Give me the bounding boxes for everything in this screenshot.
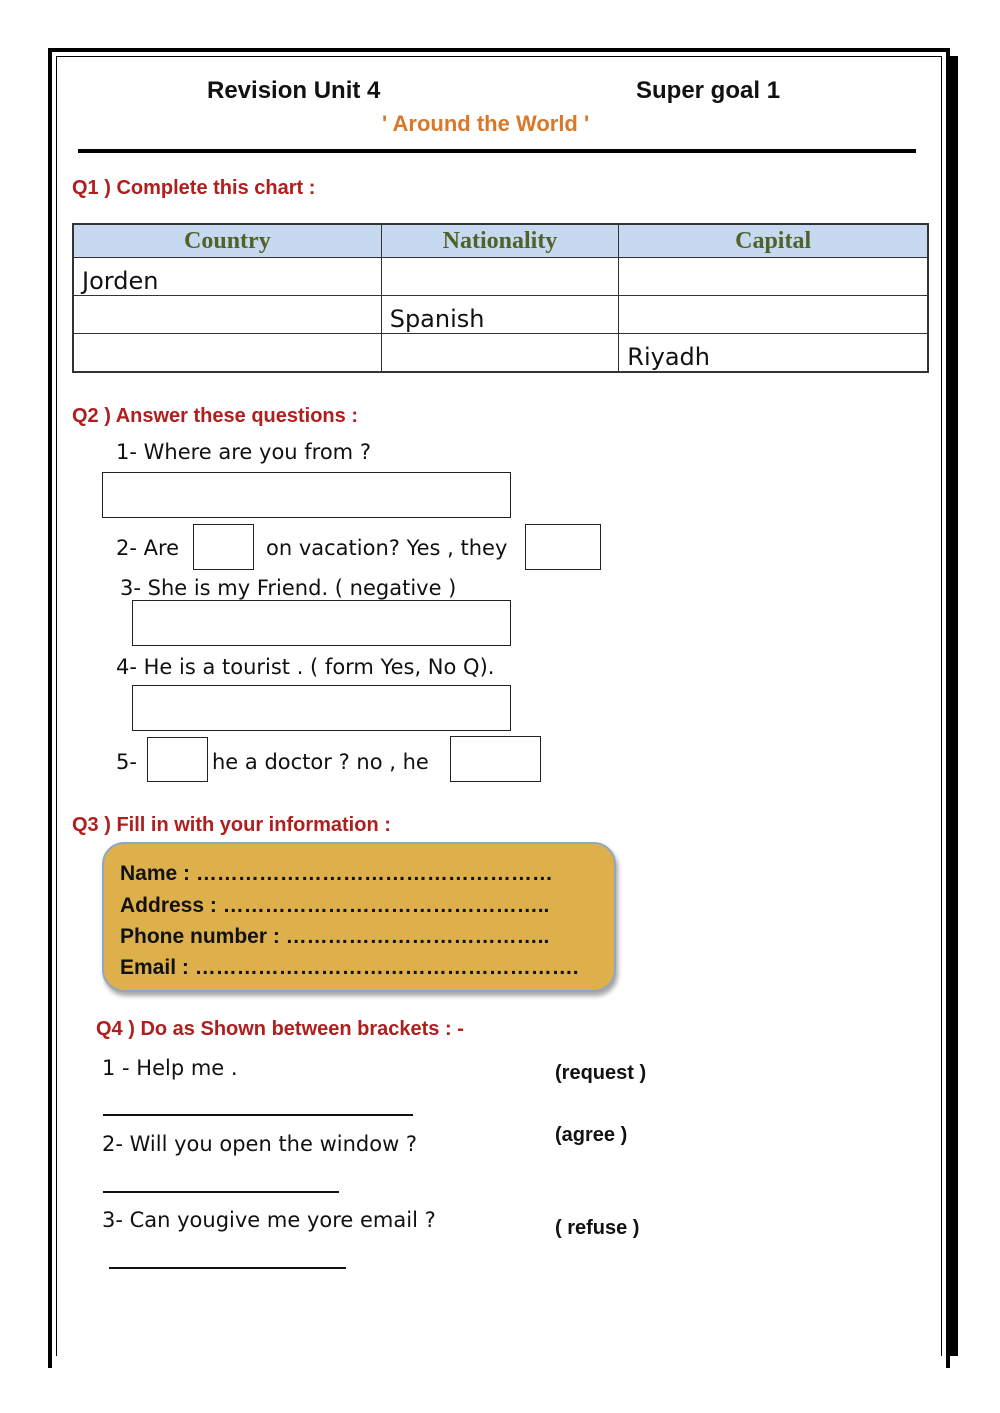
table-cell[interactable] xyxy=(73,334,381,373)
address-field[interactable]: Address : ……………………………………….. xyxy=(120,894,550,917)
q4-bracket-1: (request ) xyxy=(555,1062,647,1084)
name-field[interactable]: Name : …………………………………………… xyxy=(120,862,553,885)
phone-field[interactable]: Phone number : ……………………………….. xyxy=(120,925,550,948)
question-2-start: 2- Are xyxy=(116,536,180,560)
question-5-start: 5- xyxy=(116,750,137,774)
personal-info-box xyxy=(102,842,616,992)
q2-heading: Q2 ) Answer these questions : xyxy=(72,405,358,427)
table-cell[interactable] xyxy=(73,296,381,334)
course-title: Super goal 1 xyxy=(636,77,781,104)
table-cell[interactable]: Riyadh xyxy=(619,334,928,373)
table-cell[interactable] xyxy=(381,258,619,296)
answer-line-3[interactable] xyxy=(109,1267,346,1269)
nationality-chart xyxy=(72,223,929,373)
question-1: 1- Where are you from ? xyxy=(116,440,371,464)
header-divider xyxy=(78,149,916,153)
worksheet-title: Revision Unit 4 xyxy=(207,77,381,104)
table-cell[interactable] xyxy=(381,334,619,373)
table-cell[interactable]: Spanish xyxy=(381,296,619,334)
q4-bracket-3: ( refuse ) xyxy=(555,1217,640,1239)
question-2-end: on vacation? Yes , they xyxy=(266,536,508,560)
email-field[interactable]: Email : ………………………………………………. xyxy=(120,956,579,979)
question-3: 3- She is my Friend. ( negative ) xyxy=(120,576,457,600)
answer-line-1[interactable] xyxy=(103,1114,413,1116)
q4-heading: Q4 ) Do as Shown between brackets : - xyxy=(96,1018,464,1040)
q4-item-1: 1 - Help me . xyxy=(102,1056,238,1080)
page-border-shadow xyxy=(950,56,958,1356)
q1-heading: Q1 ) Complete this chart : xyxy=(72,177,316,199)
column-header-nationality: Nationality xyxy=(381,224,619,258)
table-row xyxy=(73,296,928,334)
question-5-end: he a doctor ? no , he xyxy=(212,750,429,774)
chart-header-row xyxy=(73,224,928,258)
q4-item-3: 3- Can yougive me yore email ? xyxy=(102,1208,436,1232)
unit-subtitle: ' Around the World ' xyxy=(382,111,590,136)
answer-box-2a[interactable] xyxy=(193,524,254,570)
table-row xyxy=(73,334,928,373)
answer-box-4[interactable] xyxy=(132,685,511,731)
table-cell[interactable] xyxy=(619,258,928,296)
q3-heading: Q3 ) Fill in with your information : xyxy=(72,814,391,836)
answer-box-3[interactable] xyxy=(132,600,511,646)
column-header-capital: Capital xyxy=(619,224,928,258)
answer-box-2b[interactable] xyxy=(525,524,601,570)
table-row xyxy=(73,258,928,296)
column-header-country: Country xyxy=(73,224,381,258)
table-cell[interactable] xyxy=(619,296,928,334)
q4-item-2: 2- Will you open the window ? xyxy=(102,1132,418,1156)
q4-bracket-2: (agree ) xyxy=(555,1124,628,1146)
table-cell[interactable]: Jorden xyxy=(73,258,381,296)
question-4: 4- He is a tourist . ( form Yes, No Q). xyxy=(116,655,495,679)
answer-line-2[interactable] xyxy=(103,1191,339,1193)
answer-box-5b[interactable] xyxy=(450,736,541,782)
answer-box-1[interactable] xyxy=(102,472,511,518)
answer-box-5a[interactable] xyxy=(147,737,208,782)
